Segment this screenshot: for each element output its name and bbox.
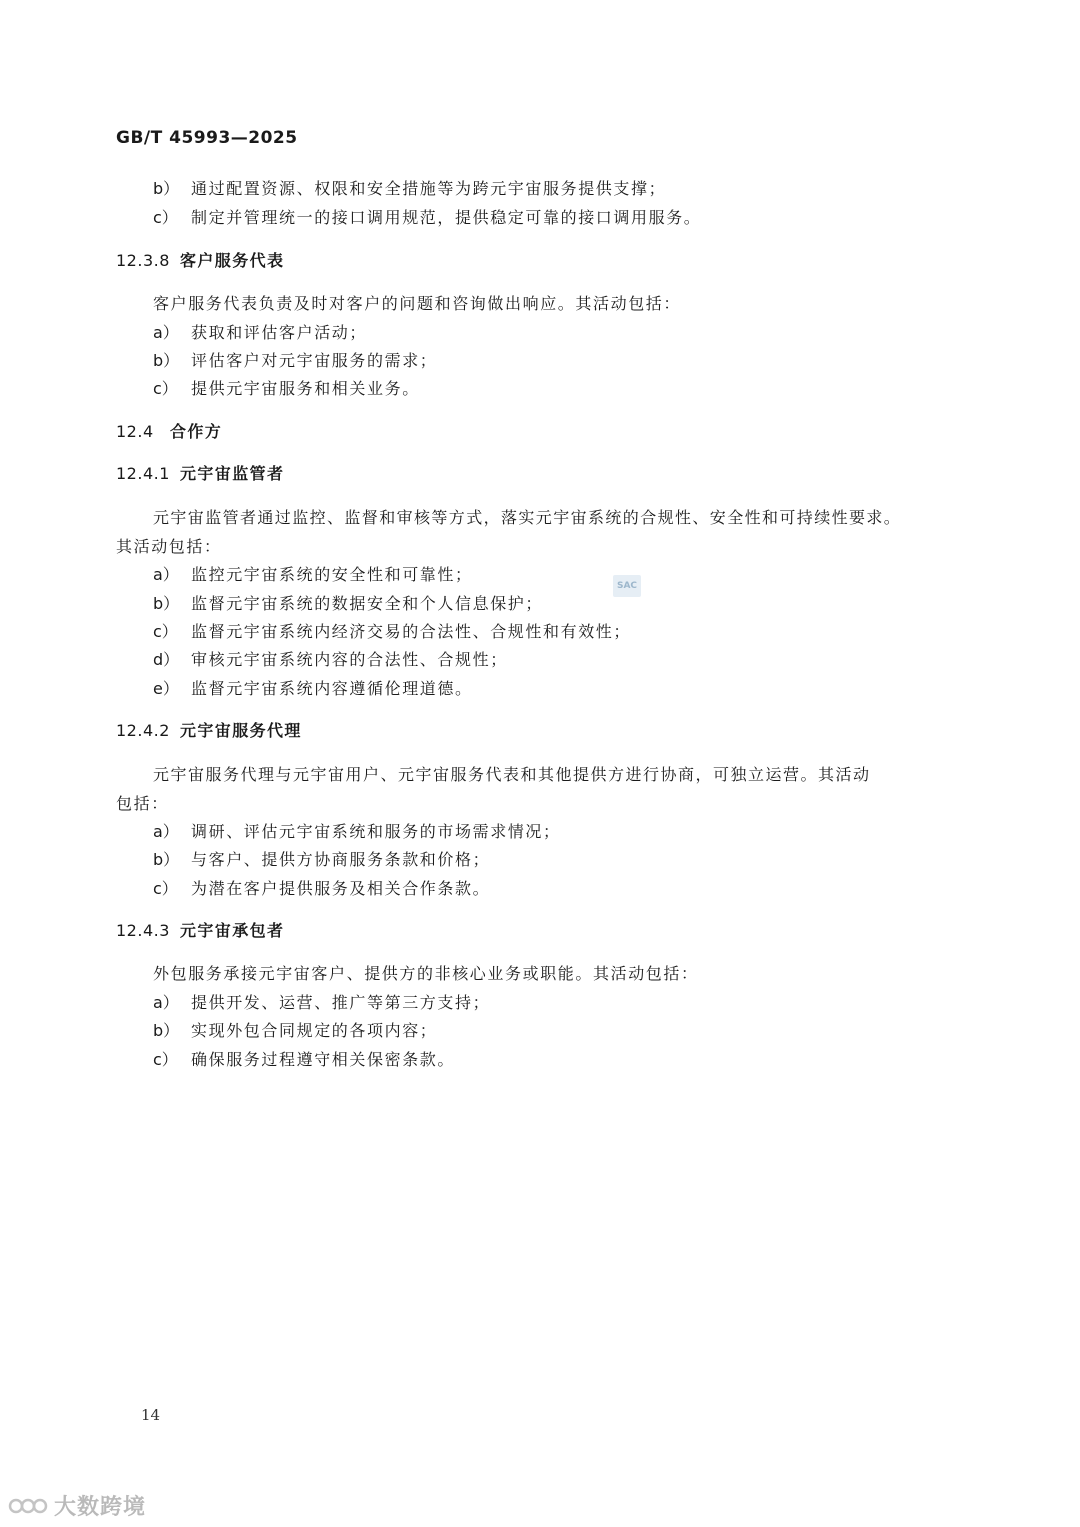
brand-name: 大数跨境 [54, 1495, 147, 1520]
section-heading-12-4-2: 12.4.2 元宇宙服务代理 [116, 721, 302, 740]
section-heading-12-4: 12.4 合作方 [116, 422, 223, 441]
section-heading-12-4-1: 12.4.1 元宇宙监管者 [116, 464, 285, 483]
list-item: a） 获取和评估客户活动； [153, 323, 368, 342]
list-item: b） 通过配置资源、权限和安全措施等为跨元宇宙服务提供支撑； [153, 179, 667, 198]
paragraph: 元宇宙服务代理与元宇宙用户、元宇宙服务代表和其他提供方进行协商，可独立运营。其活动 [153, 765, 871, 784]
list-item: a） 提供开发、运营、推广等第三方支持； [153, 993, 491, 1012]
list-item: c） 监督元宇宙系统内经济交易的合法性、合规性和有效性； [153, 622, 632, 641]
list-item: a） 监控元宇宙系统的安全性和可靠性； [153, 565, 473, 584]
sac-watermark: SAC [613, 575, 641, 597]
list-item: c） 确保服务过程遵守相关保密条款。 [153, 1050, 456, 1069]
section-heading-12-3-8: 12.3.8 客户服务代表 [116, 251, 285, 270]
document-code: GB/T 45993—2025 [116, 128, 298, 148]
paragraph: 元宇宙监管者通过监控、监督和审核等方式，落实元宇宙系统的合规性、安全性和可持续性要求。 [153, 508, 902, 527]
list-item: b） 监督元宇宙系统的数据安全和个人信息保护； [153, 594, 544, 613]
paragraph: 客户服务代表负责及时对客户的问题和咨询做出响应。其活动包括： [153, 294, 682, 313]
paragraph-continuation: 包括： [116, 794, 169, 813]
brand-logo-icon [8, 1493, 48, 1519]
brand-watermark [8, 1490, 146, 1521]
list-item: c） 制定并管理统一的接口调用规范，提供稳定可靠的接口调用服务。 [153, 208, 702, 227]
page-number: 14 [141, 1406, 161, 1424]
list-item: c） 提供元宇宙服务和相关业务。 [153, 379, 420, 398]
paragraph-continuation: 其活动包括： [116, 537, 222, 556]
list-item: d） 审核元宇宙系统内容的合法性、合规性； [153, 650, 508, 669]
list-item: b） 评估客户对元宇宙服务的需求； [153, 351, 438, 370]
list-item: e） 监督元宇宙系统内容遵循伦理道德。 [153, 679, 473, 698]
list-item: b） 与客户、提供方协商服务条款和价格； [153, 850, 491, 869]
paragraph: 外包服务承接元宇宙客户、提供方的非核心业务或职能。其活动包括： [153, 964, 699, 983]
list-item: c） 为潜在客户提供服务及相关合作条款。 [153, 879, 491, 898]
list-item: a） 调研、评估元宇宙系统和服务的市场需求情况； [153, 822, 561, 841]
list-item: b） 实现外包合同规定的各项内容； [153, 1021, 438, 1040]
section-heading-12-4-3: 12.4.3 元宇宙承包者 [116, 921, 285, 940]
